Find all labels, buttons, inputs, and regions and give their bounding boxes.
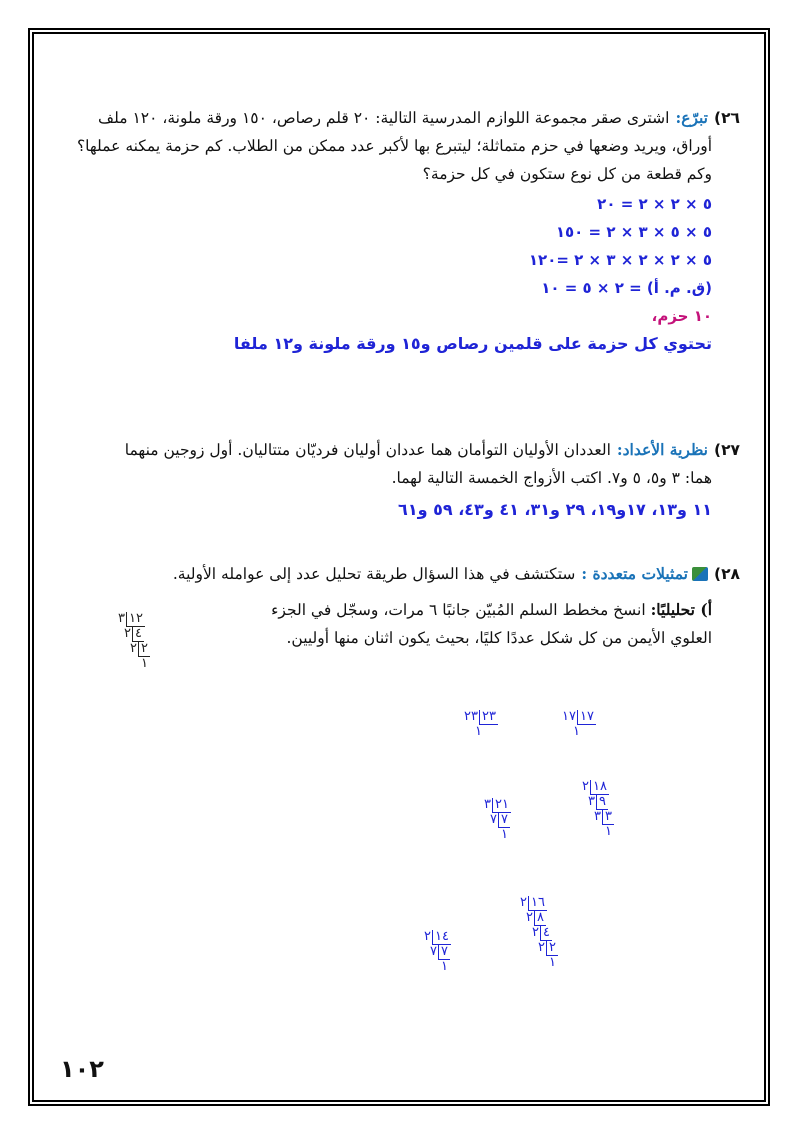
prime-factor: ٢ [582, 779, 589, 794]
answer-line: ٥ × ٢ × ٢ × ٣ × ٢ =١٢٠ [528, 251, 712, 269]
ladder-step [490, 813, 510, 828]
answer-line: ١١ و١٣، ١٧و١٩، ٢٩ و٣١، ٤١ و٤٣، ٥٩ و٦١ [398, 500, 712, 519]
ladder-step [568, 725, 580, 739]
prime-factor: ٢ [130, 641, 137, 656]
prime-factor: ٢ [526, 910, 533, 925]
ladder-step [538, 941, 558, 956]
question-number: ٢٦) [713, 109, 740, 127]
question-text: هما: ٣ و٥، ٥ و٧. اكتب الأزواج الخمسة التالية لهما. [391, 469, 712, 487]
question-text: أوراق، ويريد وضعها في حزم متماثلة؛ ليتبرع بها لأكبر عدد ممكن من الطلاب. كم حزمة يمكنه عملها؟ [76, 137, 712, 155]
quotient: ١٦ [528, 896, 547, 911]
ladder-step [484, 798, 511, 813]
quotient: ١ [501, 827, 508, 842]
ladder-step [436, 960, 448, 974]
prime-factor: ٢٣ [464, 709, 478, 724]
ladder-step [600, 825, 612, 839]
quotient: ١٧ [577, 710, 596, 725]
prime-factor: ٧ [490, 812, 497, 827]
question-text: العلوي الأيمن من كل شكل عددًا كليًا، بحيث يكون اثنان منها أوليين. [286, 629, 712, 647]
ladder-step [118, 612, 145, 627]
question-label: تمثيلات متعددة : [581, 564, 688, 583]
answer-line: (ق. م. أ) = ٢ × ٥ = ١٠ [541, 279, 712, 297]
answer-line: ٥ × ٢ × ٢ = ٢٠ [597, 195, 712, 213]
question-number: ٢٧) [713, 441, 740, 459]
quotient: ١ [441, 959, 448, 974]
ladder-step [594, 810, 614, 825]
quotient: ١ [475, 724, 482, 739]
quotient: ٧ [438, 945, 450, 960]
ladder-step [464, 710, 498, 725]
prime-factor: ٢ [520, 895, 527, 910]
question-26 [50, 104, 740, 188]
ladder-step [532, 926, 552, 941]
prime-factor: ١٧ [562, 709, 576, 724]
question-text: انسخ مخطط السلم المُبيّن جانبًا ٦ مرات، وسجّل في الجزء [271, 601, 646, 619]
question-28 [50, 560, 740, 652]
ladder-step [496, 828, 508, 842]
prime-factor: ٣ [594, 809, 601, 824]
prime-factor: ٧ [430, 944, 437, 959]
prime-factor: ٢ [532, 925, 539, 940]
prime-factor: ٣ [118, 611, 125, 626]
quotient: ١٢ [126, 612, 145, 627]
quotient: ٢٣ [479, 710, 498, 725]
ladder-step [130, 642, 150, 657]
quotient: ١٤ [432, 930, 451, 945]
quotient: ١ [141, 656, 148, 671]
question-number: ٢٨) [713, 565, 740, 583]
prime-factor: ٣ [484, 797, 491, 812]
quotient: ١ [573, 724, 580, 739]
multiple-representations-icon [692, 567, 708, 581]
prime-factor: ٢ [124, 626, 131, 641]
question-text: وكم قطعة من كل نوع ستكون في كل حزمة؟ [422, 165, 712, 183]
ladder-step [136, 657, 148, 671]
ladder-step [526, 911, 546, 926]
ladder-step [588, 795, 608, 810]
quotient: ٢ [546, 941, 558, 956]
ladder-step [470, 725, 482, 739]
quotient: ٧ [498, 813, 510, 828]
ladder-step [582, 780, 609, 795]
quotient: ٤ [540, 926, 552, 941]
quotient: ٤ [132, 627, 144, 642]
ladder-step [424, 930, 451, 945]
prime-factor: ٣ [588, 794, 595, 809]
quotient: ١ [605, 824, 612, 839]
prime-factor: ٢ [538, 940, 545, 955]
quotient: ٢١ [492, 798, 511, 813]
ladder-step [430, 945, 450, 960]
question-text: ستكتشف في هذا السؤال طريقة تحليل عدد إلى عوامله الأولية. [172, 565, 576, 583]
answer-summary: تحتوي كل حزمة على قلمين رصاص و١٥ ورقة ملونة و١٢ ملفا [233, 334, 712, 353]
answer-line: ٥ × ٥ × ٣ × ٢ = ١٥٠ [555, 223, 712, 241]
ladder-step [520, 896, 547, 911]
quotient: ٣ [602, 810, 614, 825]
question-27 [50, 436, 740, 524]
quotient: ٩ [596, 795, 608, 810]
quotient: ١ [549, 955, 556, 970]
quotient: ٨ [534, 911, 546, 926]
question-text: العددان الأوليان التوأمان هما عددان أوليان فرديّان متتاليان. أول زوجين منهما [124, 441, 611, 459]
page-number: ١٠٢ [60, 1055, 104, 1083]
part-a-label: أ) تحليليًا: [650, 600, 712, 619]
ladder-step [124, 627, 144, 642]
ladder-step [562, 710, 596, 725]
answer-line: ١٠ حزم، [651, 307, 712, 325]
ladder-step [544, 956, 556, 970]
quotient: ٢ [138, 642, 150, 657]
prime-factor: ٢ [424, 929, 431, 944]
question-text: اشترى صقر مجموعة اللوازم المدرسية التالية: ٢٠ قلم رصاص، ١٥٠ ورقة ملونة، ١٢٠ ملف [98, 109, 670, 127]
answer-26 [50, 190, 740, 358]
question-label: تبرّع: [675, 108, 708, 127]
question-label: نظرية الأعداد: [616, 440, 708, 459]
quotient: ١٨ [590, 780, 609, 795]
